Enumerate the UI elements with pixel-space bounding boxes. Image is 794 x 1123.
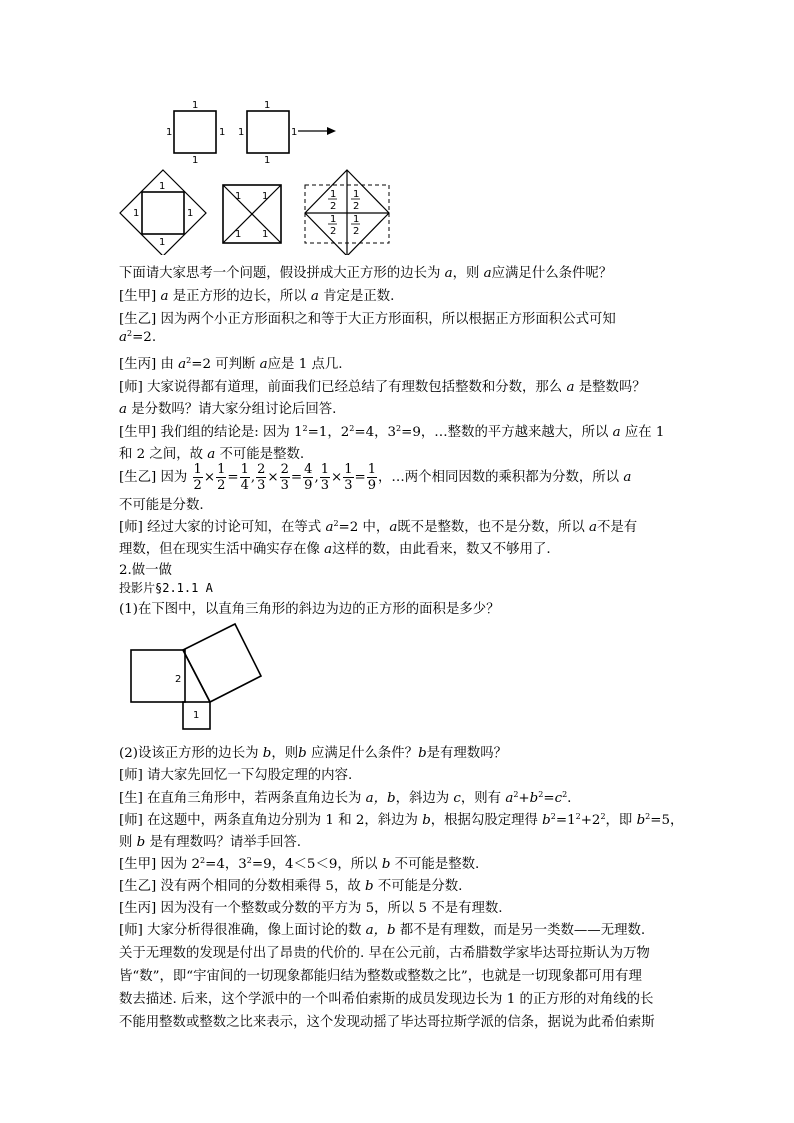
line-12: [师] 经过大家的讨论可知，在等式 $a^2=2$ 中，a既不是整数，也不是分数，所以 a不是有: [119, 519, 638, 535]
line-8: [生甲] 我们组的结论是: 因为 $1^2=1$，$2^2=4$，$3^2=9$，…整数的平方越来越大，所以 a 应在 1: [119, 424, 665, 440]
line-3: [生乙] 因为两个小正方形面积之和等于大正方形面积，所以根据正方形面积公式可知: [119, 312, 616, 327]
line-11: 不可能是分数.: [119, 498, 204, 513]
label-a-left: 1: [133, 208, 140, 219]
half-tl-num: 1: [330, 189, 337, 200]
half-tl-den: 2: [330, 201, 337, 212]
right-triangle-figure: [128, 620, 268, 732]
label-right-1: 1: [219, 127, 226, 138]
frac-1-2b: $\frac{1}{2}$: [217, 462, 226, 493]
line-22: [生甲] 因为 $2^2=4$，$3^2=9$，4＜5＜9，所以 b 不可能是整数.: [119, 856, 480, 872]
line-10: [生乙] 因为 $\frac{1}{2}$ × $\frac{1}{2}$ = $\frac{1}{4}$ , $\frac{2}{3}$ × $\frac{2}{3}$ = $\frac{4}{9}$ , $\frac{1}{3}$ × $\frac{1}{3}$ = $\frac{1}{9}$ ，…两个相同因数的乘积都为分数，所以 a: [119, 462, 632, 493]
diamond-figures: [115, 165, 395, 255]
line-21: 则 b 是有理数吗？请举手回答.: [119, 835, 302, 850]
side-label-2: 2: [175, 674, 182, 685]
line-17: (2)设该正方形的边长为 b，则b 应满足什么条件？b是有理数吗？: [119, 746, 507, 761]
unit-squares-figure: [160, 98, 350, 168]
label-bottom-1: 1: [192, 155, 199, 166]
line-9: 和 2 之间，故 a 不可能是整数.: [119, 447, 305, 462]
line-18: [师] 请大家先回忆一下勾股定理的内容.: [119, 768, 353, 783]
label-a-bottom: 1: [159, 237, 166, 248]
line-26: 关于无理数的发现是付出了昂贵的代价的. 早在公元前，古希腊数学家毕达哥拉斯认为万物: [119, 946, 650, 961]
line-20: [师] 在这题中，两条直角边分别为 1 和 2，斜边为 b，根据勾股定理得 $b^2=1^2+2^2$，即 $b^2=5$，: [119, 812, 684, 828]
line-27: 皆“数”，即“宇宙间的一切现象都能归结为整数或整数之比”，也就是一切现象都可用有理: [119, 969, 642, 984]
label-a-top: 1: [159, 181, 166, 192]
label-left-2: 1: [238, 127, 245, 138]
half-br-den: 2: [353, 226, 360, 237]
line-7: a 是分数吗？请大家分组讨论后回答.: [119, 402, 337, 417]
label-right-2: 1: [291, 127, 298, 138]
label-b-tr: 1: [262, 191, 269, 202]
hypotenuse: [183, 650, 210, 702]
frac-1-3b: $\frac{1}{3}$: [344, 462, 353, 493]
inner-square: [142, 192, 184, 234]
label-bottom-2: 1: [264, 155, 271, 166]
hypotenuse-square: [183, 624, 261, 702]
line-1: 下面请大家思考一个问题，假设拼成大正方形的边长为 a，则 a应满足什么条件呢？: [119, 266, 613, 281]
half-bl-den: 2: [330, 226, 337, 237]
half-tr-den: 2: [353, 201, 360, 212]
label-top-2: 1: [264, 100, 271, 111]
line-15: 投影片§2.1.1 A: [119, 581, 213, 595]
line-16: (1)在下图中，以直角三角形的斜边为边的正方形的面积是多少？: [119, 602, 500, 617]
arrowhead-icon: [327, 127, 336, 135]
line-14: 2.做一做: [119, 563, 172, 578]
label-b-br: 1: [262, 229, 269, 240]
line-25: [师] 大家分析得很准确，像上面讨论的数 a，b 都不是有理数，而是另一类数——无理数.: [119, 923, 646, 938]
line-4: $a^2=2$.: [119, 329, 157, 345]
frac-2-3a: $\frac{2}{3}$: [257, 462, 266, 493]
line-24: [生丙] 因为没有一个整数或分数的平方为 5，所以 5 不是有理数.: [119, 901, 503, 916]
line-28: 数去描述. 后来，这个学派中的一个叫希伯索斯的成员发现边长为 1 的正方形的对角线的长: [119, 992, 654, 1007]
half-tr-num: 1: [353, 189, 360, 200]
frac-4-9: $\frac{4}{9}$: [304, 462, 313, 493]
half-br-num: 1: [353, 214, 360, 225]
line-23: [生乙] 没有两个相同的分数相乘得 5，故 b 不可能是分数.: [119, 879, 463, 894]
unit-square-1: [174, 111, 216, 153]
line-29: 不能用整数或整数之比来表示，这个发现动摇了毕达哥拉斯学派的信条，据说为此希伯索斯: [119, 1015, 655, 1030]
half-bl-num: 1: [330, 214, 337, 225]
side-label-1: 1: [193, 710, 200, 721]
line-2: [生甲] a 是正方形的边长，所以 a 肯定是正数.: [119, 289, 395, 304]
frac-1-4: $\frac{1}{4}$: [240, 462, 249, 493]
label-b-tl: 1: [235, 191, 242, 202]
frac-2-3b: $\frac{2}{3}$: [280, 462, 289, 493]
line-5: [生丙] 由 $a^2=2$ 可判断 a应是 1 点几.: [119, 356, 343, 372]
frac-1-3a: $\frac{1}{3}$: [320, 462, 329, 493]
unit-square-2: [247, 111, 289, 153]
line-6: [师] 大家说得都有道理，前面我们已经总结了有理数包括整数和分数，那么 a 是整数吗？: [119, 380, 646, 395]
label-top-1: 1: [192, 100, 199, 111]
frac-1-2a: $\frac{1}{2}$: [193, 462, 202, 493]
line-13: 理数，但在现实生活中确实存在像 a这样的数，由此看来，数又不够用了.: [119, 542, 551, 557]
label-a-right: 1: [187, 208, 194, 219]
label-b-bl: 1: [235, 229, 242, 240]
label-left-1: 1: [166, 127, 173, 138]
line-19: [生] 在直角三角形中，若两条直角边长为 a，b，斜边为 c，则有 $a^2+b^2=c^2$.: [119, 790, 572, 806]
frac-1-9: $\frac{1}{9}$: [367, 462, 377, 493]
